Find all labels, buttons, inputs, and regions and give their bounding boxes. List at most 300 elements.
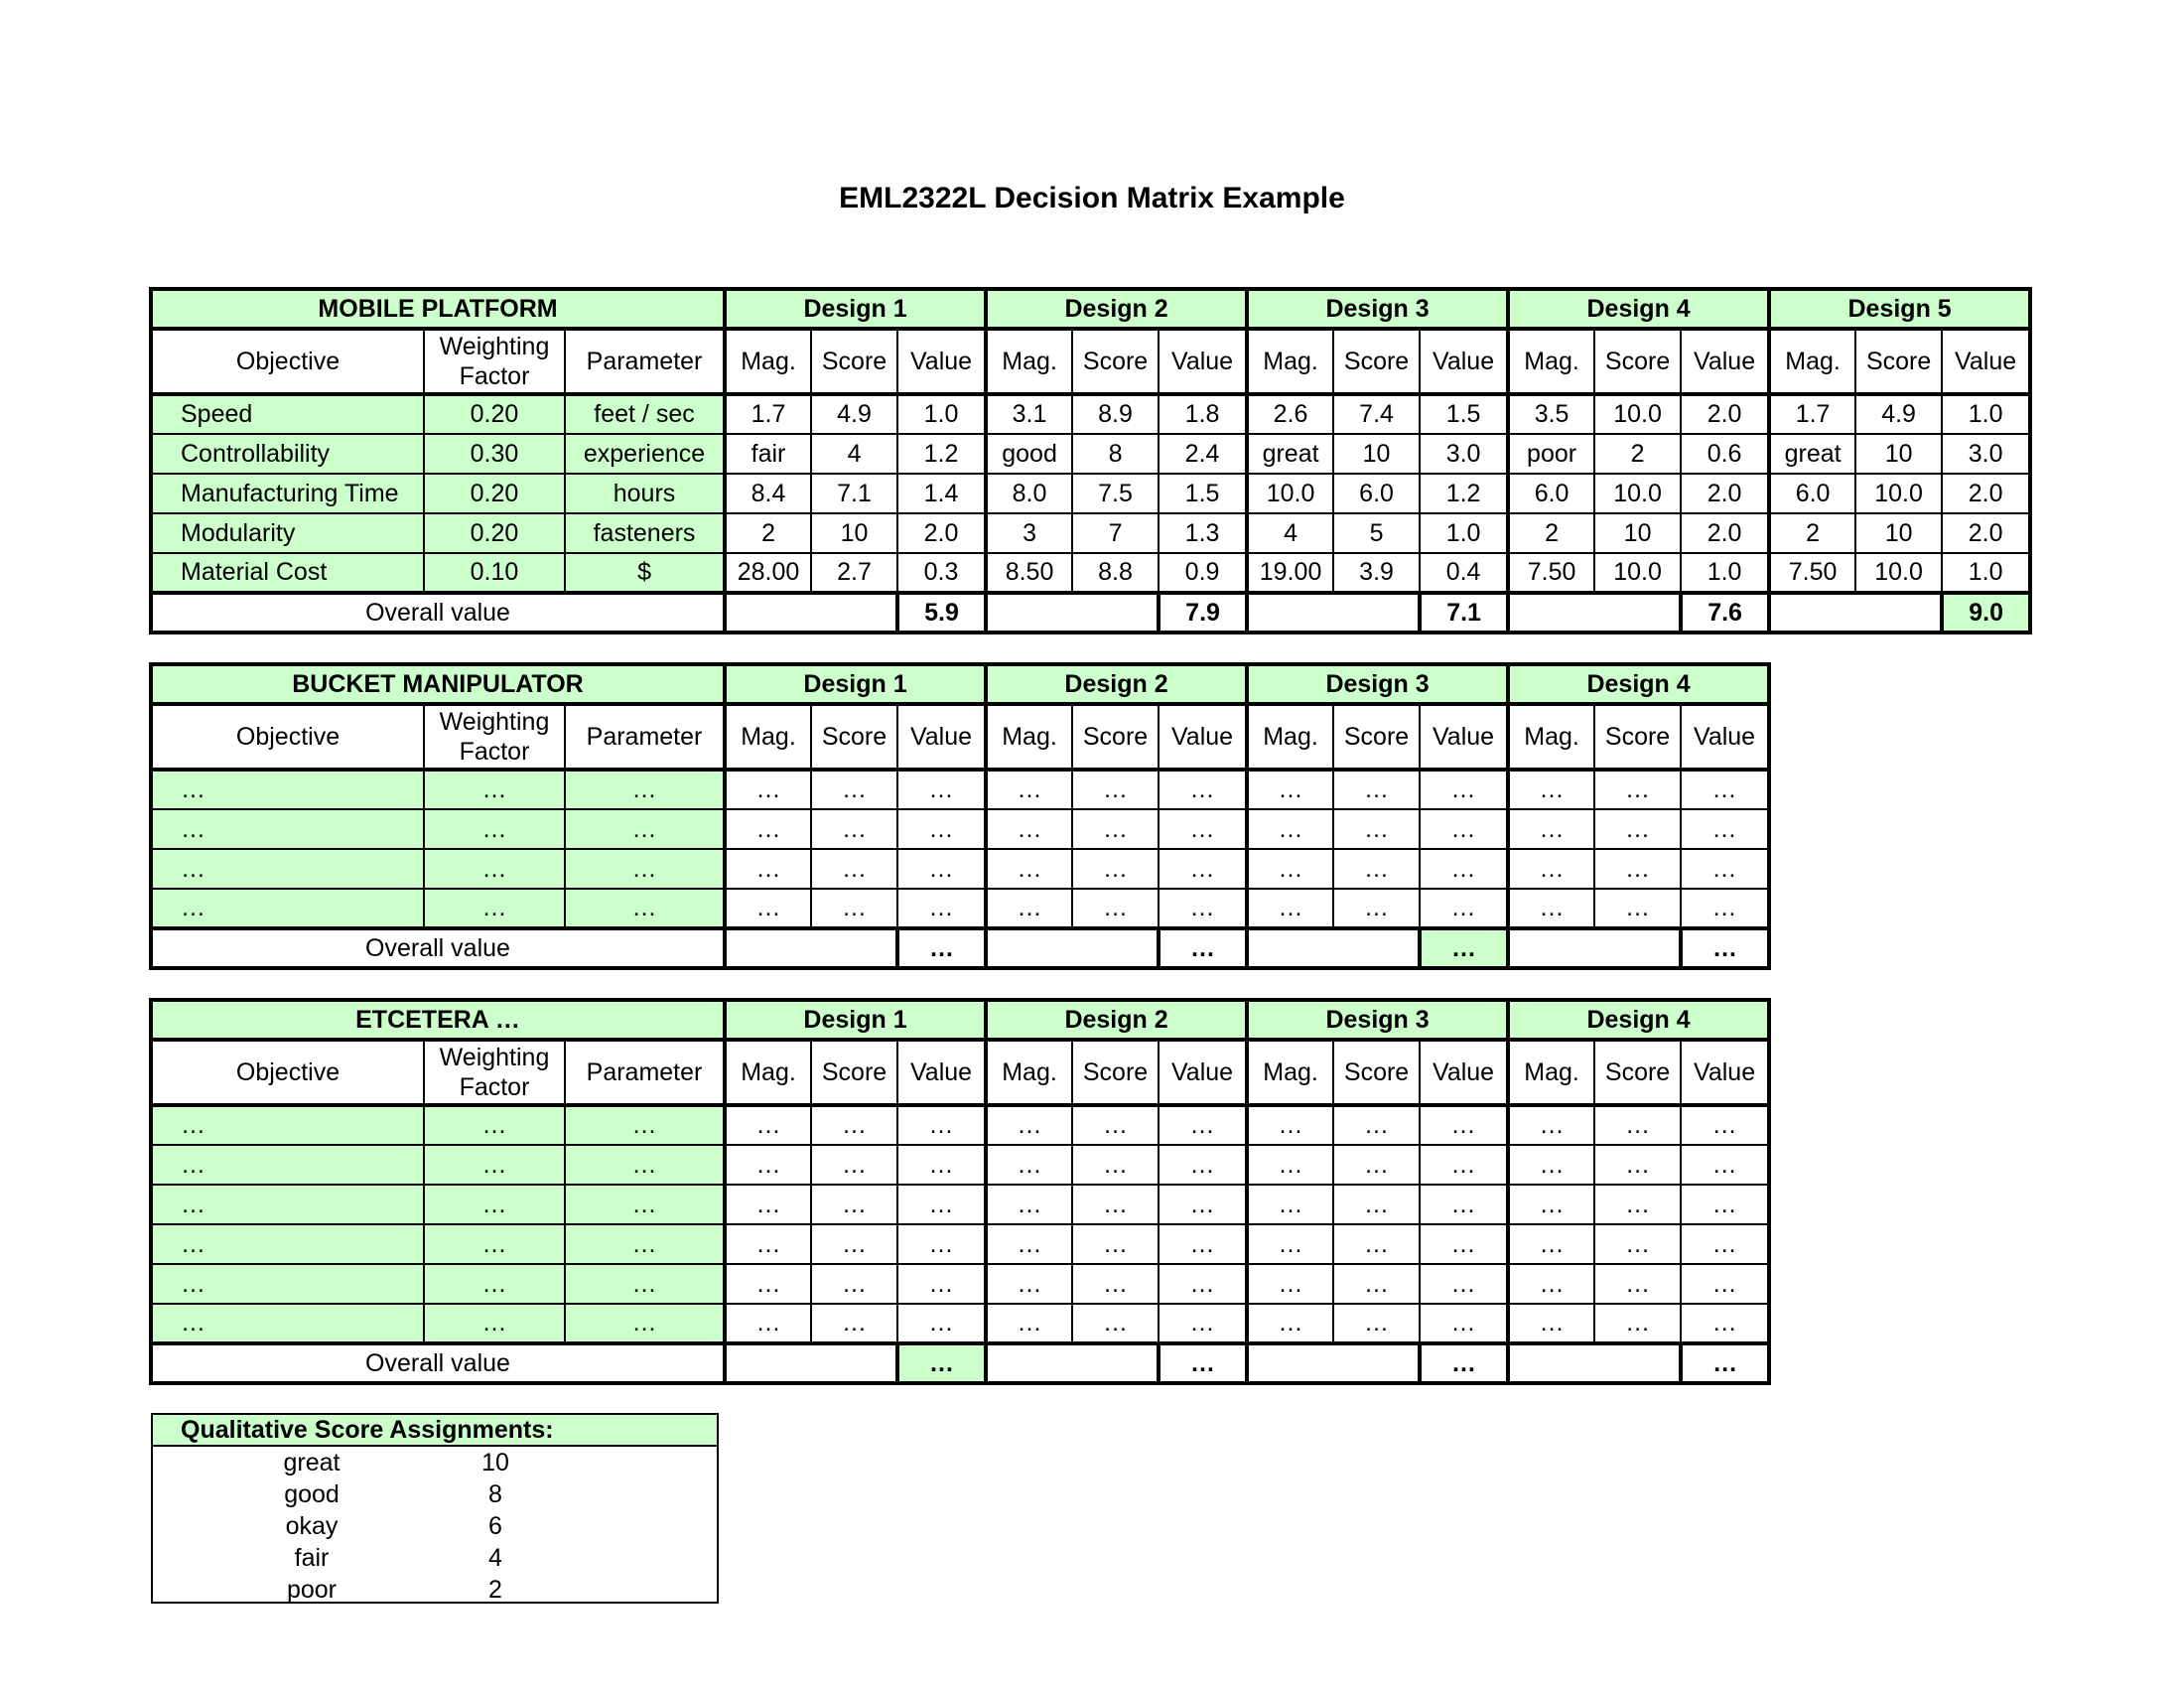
weight-cell: … — [424, 770, 565, 809]
weighting-label-line2: Factor — [459, 738, 530, 766]
mag-header: Mag. — [725, 1040, 811, 1105]
value-cell: … — [1420, 809, 1508, 849]
value-header: Value — [1159, 329, 1247, 394]
value-header: Value — [897, 1040, 986, 1105]
mag-cell: 10.0 — [1247, 474, 1333, 513]
table-row — [151, 1304, 1769, 1343]
value-cell: … — [897, 809, 986, 849]
score-cell: 7 — [1072, 513, 1159, 553]
score-cell: … — [1333, 770, 1420, 809]
mag-cell: 7.50 — [1769, 553, 1855, 593]
overall-value: 7.6 — [1681, 593, 1769, 633]
overall-value: … — [1159, 928, 1247, 968]
table-row — [151, 1105, 1769, 1145]
overall-blank — [725, 593, 897, 633]
mag-header: Mag. — [1247, 329, 1333, 394]
value-cell: … — [897, 1264, 986, 1304]
value-cell: 1.2 — [897, 434, 986, 474]
score-cell: 2 — [1594, 434, 1681, 474]
mag-cell: 1.7 — [725, 394, 811, 434]
score-cell: 8 — [1072, 434, 1159, 474]
mag-cell: … — [986, 770, 1072, 809]
score-cell: … — [811, 1304, 897, 1343]
parameter-header: Parameter — [565, 704, 725, 770]
score-header: Score — [1072, 1040, 1159, 1105]
value-cell: 2.0 — [1681, 513, 1769, 553]
weighting-factor-header — [424, 1040, 565, 1105]
overall-label: Overall value — [151, 928, 725, 968]
qualitative-score: 8 — [488, 1480, 502, 1508]
value-header: Value — [1681, 1040, 1769, 1105]
value-cell: 2.4 — [1159, 434, 1247, 474]
score-cell: 10 — [1594, 513, 1681, 553]
table-row — [151, 474, 2030, 513]
score-cell: … — [1072, 1105, 1159, 1145]
parameter-cell: … — [565, 809, 725, 849]
mag-cell: … — [986, 1105, 1072, 1145]
value-cell: 2.0 — [1681, 474, 1769, 513]
score-cell: … — [811, 1224, 897, 1264]
parameter-cell: … — [565, 770, 725, 809]
parameter-cell: $ — [565, 553, 725, 593]
mag-cell: … — [1508, 809, 1594, 849]
score-cell: 10.0 — [1594, 553, 1681, 593]
overall-blank — [725, 928, 897, 968]
parameter-cell: … — [565, 1304, 725, 1343]
mag-cell: … — [725, 889, 811, 928]
decision-matrix-mobile-platform — [149, 287, 2032, 634]
mag-cell: … — [725, 849, 811, 889]
overall-label: Overall value — [151, 593, 725, 633]
score-cell: … — [1594, 1304, 1681, 1343]
value-cell: … — [1159, 849, 1247, 889]
mag-header: Mag. — [986, 329, 1072, 394]
qualitative-legend-row — [153, 1447, 717, 1478]
value-cell: 3.0 — [1942, 434, 2030, 474]
overall-blank — [1769, 593, 1942, 633]
design-header: Design 3 — [1247, 289, 1508, 329]
score-cell: … — [811, 889, 897, 928]
design-header: Design 2 — [986, 664, 1247, 704]
table-row — [151, 770, 1769, 809]
value-cell: 0.4 — [1420, 553, 1508, 593]
qualitative-legend-row — [153, 1478, 717, 1510]
score-cell: … — [1333, 1185, 1420, 1224]
objective-cell: … — [151, 1185, 424, 1224]
value-header: Value — [897, 704, 986, 770]
value-cell: 1.2 — [1420, 474, 1508, 513]
table-row — [151, 1185, 1769, 1224]
score-cell: … — [1072, 1185, 1159, 1224]
score-cell: 7.1 — [811, 474, 897, 513]
weight-cell: … — [424, 889, 565, 928]
mag-cell: … — [1508, 1264, 1594, 1304]
mag-cell: … — [1508, 1145, 1594, 1185]
qualitative-legend-row — [153, 1542, 717, 1574]
overall-blank — [1508, 1343, 1681, 1383]
value-cell: 1.0 — [1420, 513, 1508, 553]
qualitative-label: fair — [294, 1544, 330, 1572]
mag-cell: … — [1247, 1105, 1333, 1145]
mag-cell: … — [725, 809, 811, 849]
value-cell: … — [1681, 1304, 1769, 1343]
score-header: Score — [1072, 704, 1159, 770]
mag-cell: good — [986, 434, 1072, 474]
mag-cell: … — [1247, 849, 1333, 889]
value-cell: … — [1159, 770, 1247, 809]
weight-cell: … — [424, 1185, 565, 1224]
score-cell: … — [1594, 1105, 1681, 1145]
score-header: Score — [1594, 1040, 1681, 1105]
score-header: Score — [811, 1040, 897, 1105]
design-header: Design 4 — [1508, 664, 1769, 704]
design-header: Design 3 — [1247, 1000, 1508, 1040]
weight-cell: 0.20 — [424, 474, 565, 513]
score-cell: … — [1594, 1185, 1681, 1224]
table-row — [151, 1145, 1769, 1185]
table-row — [151, 513, 2030, 553]
objective-cell: Manufacturing Time — [151, 474, 424, 513]
mag-cell: … — [725, 1185, 811, 1224]
design-header: Design 4 — [1508, 1000, 1769, 1040]
overall-blank — [986, 593, 1159, 633]
qualitative-score: 6 — [488, 1512, 502, 1540]
design-header: Design 1 — [725, 664, 986, 704]
objective-cell: … — [151, 849, 424, 889]
mag-cell: fair — [725, 434, 811, 474]
value-header: Value — [1681, 329, 1769, 394]
page-title: EML2322L Decision Matrix Example — [839, 182, 1345, 214]
score-header: Score — [1333, 1040, 1420, 1105]
score-cell: … — [1072, 1304, 1159, 1343]
objective-header: Objective — [151, 1040, 424, 1105]
parameter-cell: experience — [565, 434, 725, 474]
objective-cell: Controllability — [151, 434, 424, 474]
score-cell: 4 — [811, 434, 897, 474]
parameter-header: Parameter — [565, 329, 725, 394]
overall-blank — [1247, 928, 1420, 968]
score-cell: … — [1594, 770, 1681, 809]
objective-cell: … — [151, 1264, 424, 1304]
value-cell: … — [1681, 770, 1769, 809]
weight-cell: … — [424, 1224, 565, 1264]
overall-value: 7.9 — [1159, 593, 1247, 633]
overall-blank — [1508, 928, 1681, 968]
design-header: Design 1 — [725, 289, 986, 329]
score-cell: … — [811, 1105, 897, 1145]
value-header: Value — [1420, 704, 1508, 770]
value-cell: 2.0 — [1942, 474, 2030, 513]
score-cell: 10.0 — [1594, 474, 1681, 513]
score-cell: … — [1072, 809, 1159, 849]
overall-blank — [1508, 593, 1681, 633]
weight-cell: … — [424, 1304, 565, 1343]
parameter-cell: … — [565, 889, 725, 928]
weight-cell: … — [424, 849, 565, 889]
value-cell: … — [897, 1304, 986, 1343]
table-row — [151, 809, 1769, 849]
mag-cell: … — [1247, 1224, 1333, 1264]
overall-value-best: … — [897, 1343, 986, 1383]
value-header: Value — [1681, 704, 1769, 770]
mag-cell: … — [1247, 1145, 1333, 1185]
overall-label: Overall value — [151, 1343, 725, 1383]
value-header: Value — [1942, 329, 2030, 394]
mag-cell: … — [1508, 849, 1594, 889]
objective-cell: … — [151, 1304, 424, 1343]
score-cell: 2.7 — [811, 553, 897, 593]
score-cell: … — [1594, 1264, 1681, 1304]
value-cell: … — [1420, 770, 1508, 809]
value-cell: … — [1159, 1264, 1247, 1304]
mag-cell: 28.00 — [725, 553, 811, 593]
mag-cell: 6.0 — [1769, 474, 1855, 513]
objective-cell: Material Cost — [151, 553, 424, 593]
weight-cell: 0.30 — [424, 434, 565, 474]
score-cell: 3.9 — [1333, 553, 1420, 593]
value-header: Value — [1420, 329, 1508, 394]
objective-cell: … — [151, 770, 424, 809]
mag-cell: 8.4 — [725, 474, 811, 513]
design-header: Design 1 — [725, 1000, 986, 1040]
section-title: BUCKET MANIPULATOR — [151, 664, 725, 704]
score-cell: … — [1072, 770, 1159, 809]
score-header: Score — [1855, 329, 1942, 394]
parameter-cell: … — [565, 1264, 725, 1304]
qualitative-score: 4 — [488, 1544, 502, 1572]
mag-cell: … — [1247, 1304, 1333, 1343]
score-cell: … — [1072, 1264, 1159, 1304]
mag-cell: 2.6 — [1247, 394, 1333, 434]
score-cell: … — [811, 849, 897, 889]
overall-blank — [986, 1343, 1159, 1383]
value-cell: 0.3 — [897, 553, 986, 593]
mag-cell: … — [1247, 1264, 1333, 1304]
parameter-cell: fasteners — [565, 513, 725, 553]
score-cell: 10.0 — [1855, 474, 1942, 513]
value-cell: … — [897, 1224, 986, 1264]
weighting-factor-header — [424, 329, 565, 394]
value-cell: … — [1681, 1224, 1769, 1264]
score-cell: … — [1594, 809, 1681, 849]
mag-cell: … — [986, 1224, 1072, 1264]
value-header: Value — [897, 329, 986, 394]
overall-value: … — [897, 928, 986, 968]
mag-cell: … — [1508, 1224, 1594, 1264]
score-cell: 10.0 — [1594, 394, 1681, 434]
objective-cell: … — [151, 1105, 424, 1145]
table-row — [151, 849, 1769, 889]
mag-cell: … — [986, 889, 1072, 928]
score-cell: … — [1072, 849, 1159, 889]
mag-header: Mag. — [1508, 704, 1594, 770]
score-cell: … — [1333, 849, 1420, 889]
weight-cell: 0.10 — [424, 553, 565, 593]
parameter-cell: … — [565, 1224, 725, 1264]
qualitative-score: 10 — [481, 1449, 509, 1477]
mag-cell: … — [725, 770, 811, 809]
qualitative-score: 2 — [488, 1576, 502, 1604]
mag-cell: 7.50 — [1508, 553, 1594, 593]
value-cell: 1.0 — [1681, 553, 1769, 593]
score-cell: 7.4 — [1333, 394, 1420, 434]
score-cell: 8.8 — [1072, 553, 1159, 593]
decision-matrix-bucket-manipulator — [149, 662, 1771, 970]
score-header: Score — [1072, 329, 1159, 394]
overall-blank — [725, 1343, 897, 1383]
mag-header: Mag. — [1508, 329, 1594, 394]
mag-cell: … — [1247, 1185, 1333, 1224]
table-row — [151, 1224, 1769, 1264]
table-row — [151, 394, 2030, 434]
mag-header: Mag. — [725, 329, 811, 394]
mag-cell: … — [725, 1304, 811, 1343]
score-cell: … — [811, 770, 897, 809]
parameter-cell: … — [565, 1105, 725, 1145]
mag-cell: … — [1508, 1304, 1594, 1343]
score-cell: 10 — [811, 513, 897, 553]
score-cell: … — [1333, 1105, 1420, 1145]
mag-cell: … — [1508, 1105, 1594, 1145]
value-cell: … — [1420, 889, 1508, 928]
value-cell: 1.5 — [1159, 474, 1247, 513]
table-row — [151, 553, 2030, 593]
mag-cell: 3.1 — [986, 394, 1072, 434]
mag-cell: … — [1508, 889, 1594, 928]
score-cell: 8.9 — [1072, 394, 1159, 434]
score-cell: 10.0 — [1855, 553, 1942, 593]
mag-header: Mag. — [986, 1040, 1072, 1105]
mag-cell: … — [725, 1224, 811, 1264]
table-row — [151, 434, 2030, 474]
mag-cell: … — [1247, 809, 1333, 849]
value-cell: … — [1420, 1224, 1508, 1264]
mag-cell: 3 — [986, 513, 1072, 553]
mag-cell: great — [1769, 434, 1855, 474]
design-header: Design 3 — [1247, 664, 1508, 704]
overall-value: … — [1681, 1343, 1769, 1383]
value-header: Value — [1420, 1040, 1508, 1105]
weighting-label-line2: Factor — [459, 1073, 530, 1101]
value-cell: … — [1681, 1185, 1769, 1224]
score-header: Score — [811, 704, 897, 770]
score-cell: … — [811, 1145, 897, 1185]
score-header: Score — [1594, 329, 1681, 394]
value-cell: 1.5 — [1420, 394, 1508, 434]
mag-cell: 2 — [1769, 513, 1855, 553]
objective-cell: … — [151, 1224, 424, 1264]
score-cell: 4.9 — [1855, 394, 1942, 434]
score-cell: … — [1333, 1304, 1420, 1343]
mag-header: Mag. — [1769, 329, 1855, 394]
overall-value: 5.9 — [897, 593, 986, 633]
overall-value-best: 9.0 — [1942, 593, 2030, 633]
mag-header: Mag. — [986, 704, 1072, 770]
value-cell: … — [1420, 1145, 1508, 1185]
value-header: Value — [1159, 1040, 1247, 1105]
weighting-label-line1: Weighting — [439, 1044, 550, 1071]
mag-cell: … — [1508, 1185, 1594, 1224]
mag-cell: 4 — [1247, 513, 1333, 553]
value-cell: … — [1681, 809, 1769, 849]
mag-cell: 2 — [725, 513, 811, 553]
score-cell: … — [1333, 1224, 1420, 1264]
value-cell: … — [1681, 849, 1769, 889]
value-cell: … — [1681, 889, 1769, 928]
value-cell: 1.0 — [897, 394, 986, 434]
overall-blank — [986, 928, 1159, 968]
value-cell: … — [1420, 1105, 1508, 1145]
score-header: Score — [1594, 704, 1681, 770]
objective-cell: Speed — [151, 394, 424, 434]
value-cell: 2.0 — [1681, 394, 1769, 434]
value-cell: 1.0 — [1942, 394, 2030, 434]
section-title: ETCETERA … — [151, 1000, 725, 1040]
score-cell: 4.9 — [811, 394, 897, 434]
weight-cell: … — [424, 1145, 565, 1185]
mag-cell: 6.0 — [1508, 474, 1594, 513]
weight-cell: … — [424, 809, 565, 849]
mag-cell: … — [986, 1304, 1072, 1343]
qualitative-label: poor — [286, 1576, 338, 1604]
parameter-cell: … — [565, 849, 725, 889]
value-cell: … — [897, 1105, 986, 1145]
value-cell: 2.0 — [1942, 513, 2030, 553]
value-cell: … — [897, 770, 986, 809]
mag-cell: 3.5 — [1508, 394, 1594, 434]
value-cell: 0.9 — [1159, 553, 1247, 593]
mag-cell: 1.7 — [1769, 394, 1855, 434]
qualitative-legend-row — [153, 1574, 717, 1606]
weight-cell: … — [424, 1264, 565, 1304]
parameter-header: Parameter — [565, 1040, 725, 1105]
weighting-label-line2: Factor — [459, 362, 530, 390]
qualitative-label: good — [284, 1480, 340, 1508]
objective-cell: Modularity — [151, 513, 424, 553]
value-cell: … — [897, 889, 986, 928]
decision-matrix-etcetera — [149, 998, 1771, 1385]
score-cell: 10 — [1855, 513, 1942, 553]
value-cell: 3.0 — [1420, 434, 1508, 474]
qualitative-legend-title: Qualitative Score Assignments: — [153, 1415, 717, 1447]
design-header: Design 2 — [986, 1000, 1247, 1040]
objective-cell: … — [151, 809, 424, 849]
score-cell: 5 — [1333, 513, 1420, 553]
score-cell: … — [1594, 1224, 1681, 1264]
value-cell: … — [1159, 1105, 1247, 1145]
qualitative-legend-row — [153, 1510, 717, 1542]
overall-value: … — [1420, 1343, 1508, 1383]
mag-cell: 8.0 — [986, 474, 1072, 513]
mag-cell: … — [725, 1264, 811, 1304]
value-cell: … — [1159, 809, 1247, 849]
mag-cell: 19.00 — [1247, 553, 1333, 593]
score-cell: … — [1594, 1145, 1681, 1185]
value-cell: 2.0 — [897, 513, 986, 553]
score-header: Score — [1333, 704, 1420, 770]
design-header: Design 5 — [1769, 289, 2030, 329]
value-cell: … — [897, 1185, 986, 1224]
qualitative-score-legend — [151, 1413, 719, 1604]
score-cell: 7.5 — [1072, 474, 1159, 513]
mag-cell: 8.50 — [986, 553, 1072, 593]
score-cell: … — [1072, 889, 1159, 928]
score-header: Score — [811, 329, 897, 394]
parameter-cell: … — [565, 1185, 725, 1224]
score-cell: … — [1594, 849, 1681, 889]
objective-cell: … — [151, 889, 424, 928]
mag-cell: … — [986, 849, 1072, 889]
